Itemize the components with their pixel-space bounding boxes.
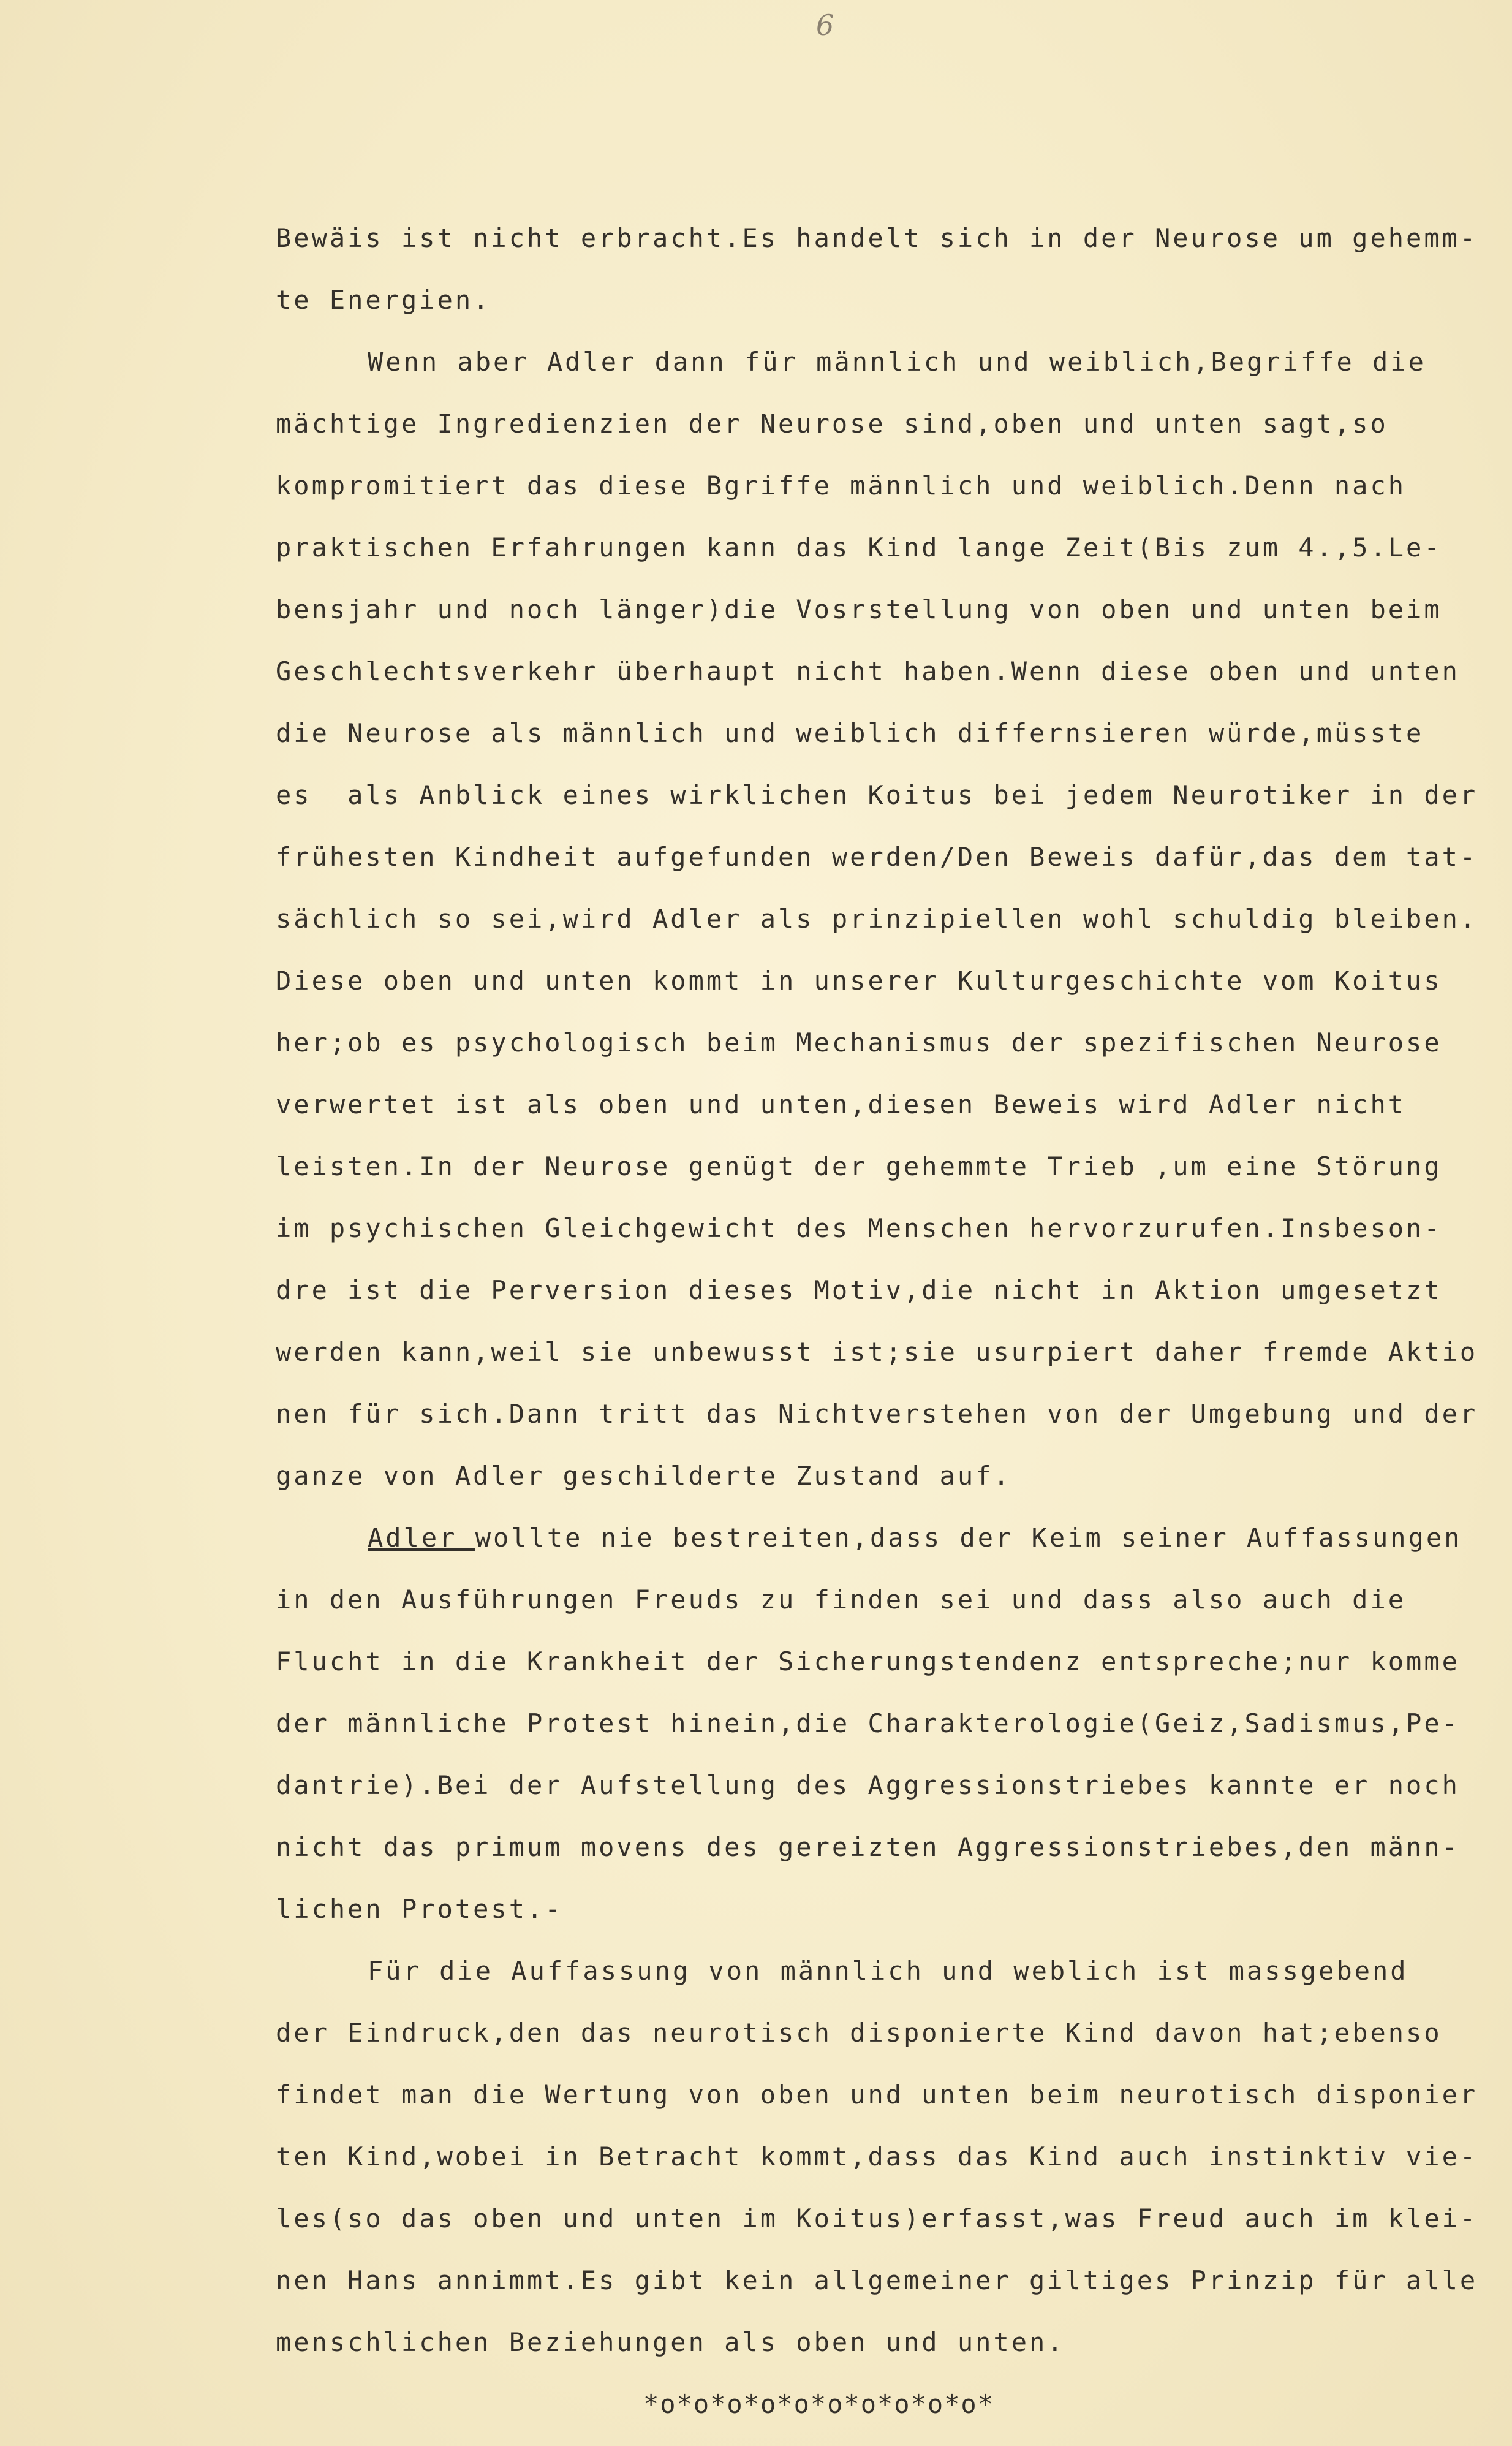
text-line: der Eindruck,den das neurotisch disponierte Kind davon hat;ebenso bbox=[276, 2018, 1442, 2048]
text-line: leisten.In der Neurose genügt der gehemmte Trieb ,um eine Störung bbox=[276, 1151, 1442, 1181]
text-line: Diese oben und unten kommt in unserer Kulturgeschichte vom Koitus bbox=[276, 966, 1442, 996]
text-line: les(so das oben und unten im Koitus)erfasst,was Freud auch im klei- bbox=[276, 2203, 1478, 2233]
text-line: Flucht in die Krankheit der Sicherungstendenz entspreche;nur komme bbox=[276, 1646, 1460, 1676]
text-line: ten Kind,wobei in Betracht kommt,dass das Kind auch instinktiv vie- bbox=[276, 2141, 1478, 2171]
text-line-underlined-start bbox=[276, 1507, 1507, 1569]
text-line: dre ist die Perversion dieses Motiv,die nicht in Aktion umgesetzt bbox=[276, 1275, 1442, 1305]
closing-ornament: *o*o*o*o*o*o*o*o*o*o* bbox=[643, 2389, 995, 2419]
text-line: her;ob es psychologisch beim Mechanismus der spezifischen Neurose bbox=[276, 1028, 1442, 1058]
text-line: ganze von Adler geschilderte Zustand auf. bbox=[276, 1461, 1011, 1491]
page-number: 6 bbox=[816, 9, 834, 42]
text-line: es als Anblick eines wirklichen Koitus bei jedem Neurotiker in der bbox=[276, 780, 1478, 810]
text-line: te Energien. bbox=[276, 285, 491, 315]
text-line: Für die Auffassung von männlich und weblich ist massgebend bbox=[368, 1956, 1408, 1986]
text-line: Geschlechtsverkehr überhaupt nicht haben.Wenn diese oben und unten bbox=[276, 656, 1460, 686]
text-line: bensjahr und noch länger)die Vosrstellung von oben und unten beim bbox=[276, 594, 1442, 624]
text-line: kompromitiert das diese Bgriffe männlich und weiblich.Denn nach bbox=[276, 471, 1407, 501]
text-line: werden kann,weil sie unbewusst ist;sie usurpiert daher fremde Aktio bbox=[276, 1337, 1478, 1367]
text-line: praktischen Erfahrungen kann das Kind lange Zeit(Bis zum 4.,5.Le- bbox=[276, 532, 1442, 562]
text-line: frühesten Kindheit aufgefunden werden/Den Beweis dafür,das dem tat- bbox=[276, 842, 1478, 872]
text-line: lichen Protest.- bbox=[276, 1894, 563, 1924]
text-line: Wenn aber Adler dann für männlich und weiblich,Begriffe die bbox=[368, 347, 1426, 377]
text-line: menschlichen Beziehungen als oben und unten. bbox=[276, 2327, 1065, 2357]
text-line: die Neurose als männlich und weiblich differnsieren würde,müsste bbox=[276, 718, 1424, 748]
text-line: mächtige Ingredienzien der Neurose sind,oben und unten sagt,so bbox=[276, 409, 1388, 439]
body-text bbox=[276, 207, 1507, 2435]
text-line: nicht das primum movens des gereizten Aggressionstriebes,den männ- bbox=[276, 1832, 1460, 1862]
text-line: nen Hans annimmt.Es gibt kein allgemeiner giltiges Prinzip für alle bbox=[276, 2265, 1478, 2295]
underlined-word: Adler bbox=[368, 1523, 475, 1553]
text-line: verwertet ist als oben und unten,diesen Beweis wird Adler nicht bbox=[276, 1089, 1407, 1119]
text-line: sächlich so sei,wird Adler als prinzipiellen wohl schuldig bleiben. bbox=[276, 904, 1478, 934]
text-line: im psychischen Gleichgewicht des Menschen hervorzurufen.Insbeson- bbox=[276, 1213, 1442, 1243]
text-line: dantrie).Bei der Aufstellung des Aggressionstriebes kannte er noch bbox=[276, 1770, 1460, 1800]
text-line: in den Ausführungen Freuds zu finden sei und dass also auch die bbox=[276, 1585, 1407, 1615]
text-line: nen für sich.Dann tritt das Nichtverstehen von der Umgebung und der bbox=[276, 1399, 1478, 1429]
text-line: Bewäis ist nicht erbracht.Es handelt sich in der Neurose um gehemm- bbox=[276, 223, 1478, 253]
line-rest: wollte nie bestreiten,dass der Keim seiner Auffassungen bbox=[475, 1523, 1462, 1553]
text-line: findet man die Wertung von oben und unten beim neurotisch disponier bbox=[276, 2080, 1478, 2110]
text-line: der männliche Protest hinein,die Charakterologie(Geiz,Sadismus,Pe- bbox=[276, 1708, 1460, 1738]
